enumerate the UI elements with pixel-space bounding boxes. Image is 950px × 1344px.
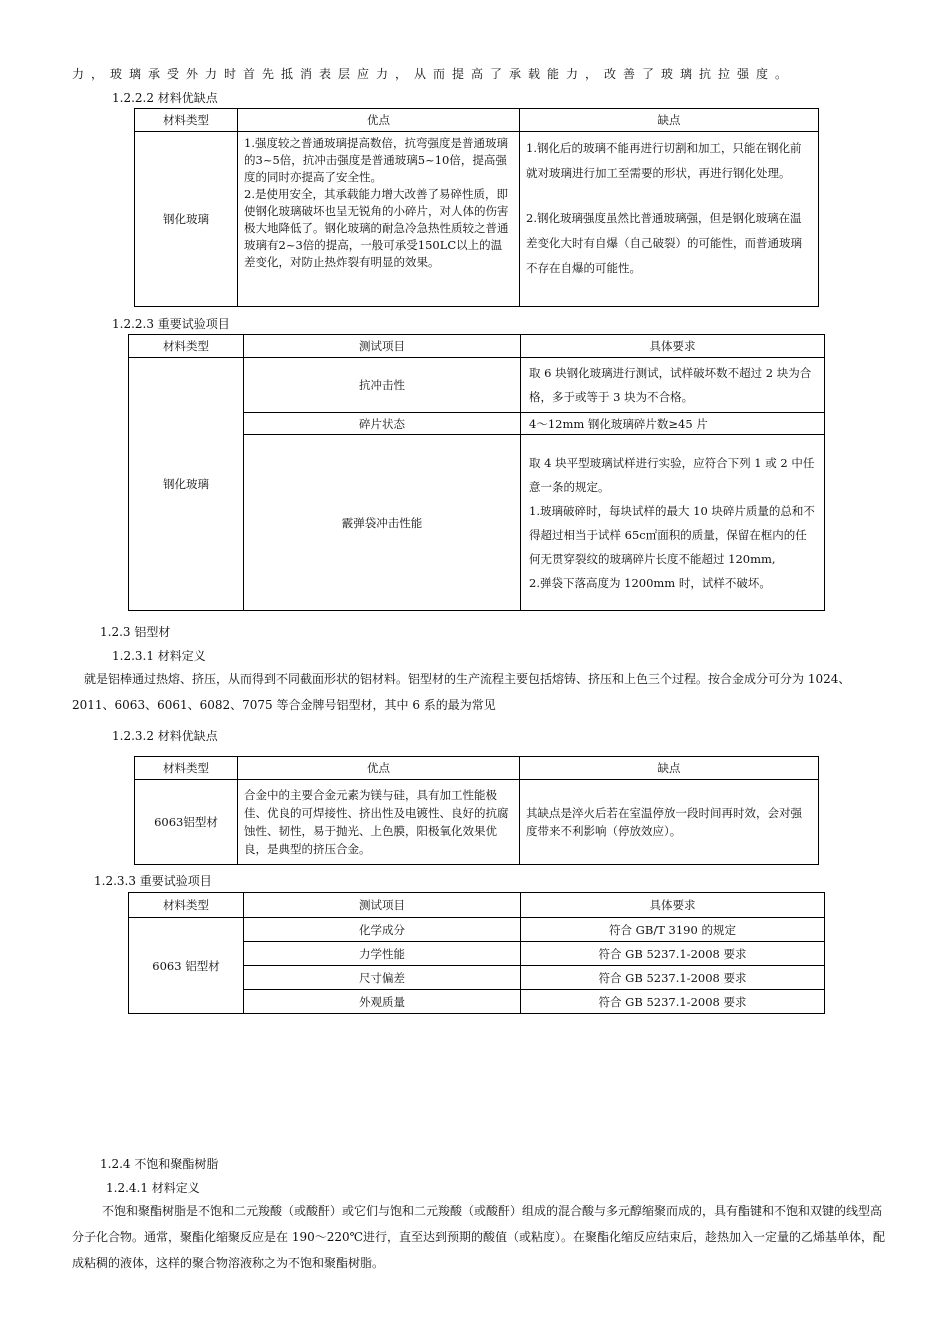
test-item-cell: 抗冲击性 [244, 358, 521, 413]
header-cons: 缺点 [520, 757, 819, 780]
table-row [129, 918, 825, 942]
requirement-cell: 符合 GB 5237.1-2008 要求 [521, 966, 825, 990]
header-test-item: 测试项目 [244, 335, 521, 358]
header-pros: 优点 [238, 757, 520, 780]
header-requirement: 具体要求 [521, 335, 825, 358]
section-heading-1231: 1.2.3.1 材料定义 [112, 649, 206, 663]
section-heading-1233: 1.2.3.3 重要试验项目 [94, 874, 212, 888]
cons-text: 其缺点是淬火后若在室温停放一段时间再时效，会对强度带来不利影响（停放效应）。 [526, 806, 802, 838]
header-cons: 缺点 [520, 109, 819, 132]
table-row [135, 780, 819, 865]
requirement-text: 2.弹袋下落高度为 1200mm 时，试样不破坏。 [529, 575, 771, 590]
test-item-cell: 外观质量 [244, 990, 521, 1014]
test-item-cell: 尺寸偏差 [244, 966, 521, 990]
section-heading-1222: 1.2.2.2 材料优缺点 [112, 91, 218, 105]
pros-item: 1.强度较之普通玻璃提高数倍，抗弯强度是普通玻璃的3~5倍，抗冲击强度是普通玻璃5~10倍，提高强度的同时亦提高了安全性。 [244, 136, 508, 184]
test-item-cell: 霰弹袋冲击性能 [244, 435, 521, 611]
section-heading-124: 1.2.4 不饱和聚酯树脂 [100, 1157, 219, 1171]
header-material-type: 材料类型 [135, 757, 238, 780]
cons-item: 2.钢化玻璃强度虽然比普通玻璃强，但是钢化玻璃在温差变化大时有自爆（自己破裂）的可能性，而普通玻璃不存在自爆的可能性。 [526, 211, 802, 275]
header-material-type: 材料类型 [129, 893, 244, 918]
pros-cell [238, 132, 520, 307]
pros-text: 合金中的主要合金元素为镁与硅，具有加工性能极佳、优良的可焊接性、挤出性及电镀性、良好的抗腐蚀性、韧性，易于抛光、上色膜，阳极氧化效果优良，是典型的挤压合金。 [244, 788, 509, 856]
pros-item: 2.是使用安全，其承载能力增大改善了易碎性质，即使钢化玻璃破坏也呈无锐角的小碎片，对人体的伤害极大地降低了。钢化玻璃的耐急冷急热性质较之普通玻璃有2~3倍的提高，一般可承受150LC以上的温差变化，对防止热炸裂有明显的效果。 [244, 187, 509, 269]
aluminum-pros-cons-table [134, 756, 819, 865]
table-row [135, 132, 819, 307]
requirement-text: 取 4 块平型玻璃试样进行实验，应符合下列 1 或 2 中任意一条的规定。 [529, 455, 815, 494]
test-item-cell: 碎片状态 [244, 413, 521, 435]
header-test-item: 测试项目 [244, 893, 521, 918]
requirement-text: 取 6 块钢化玻璃进行测试，试样破坏数不超过 2 块为合格，多于或等于 3 块为不合格。 [529, 366, 812, 404]
cons-cell [520, 780, 819, 865]
requirement-cell: 符合 GB 5237.1-2008 要求 [521, 942, 825, 966]
section-heading-1232: 1.2.3.2 材料优缺点 [112, 729, 218, 743]
header-material-type: 材料类型 [129, 335, 244, 358]
section-heading-1223: 1.2.2.3 重要试验项目 [112, 317, 230, 331]
aluminum-test-table [128, 892, 825, 1014]
table-header-row [135, 109, 819, 132]
section-heading-123: 1.2.3 铝型材 [100, 625, 171, 639]
requirement-cell [521, 358, 825, 413]
header-material-type: 材料类型 [135, 109, 238, 132]
table-header-row [129, 893, 825, 918]
table-row [129, 358, 825, 413]
material-cell: 钢化玻璃 [129, 358, 244, 611]
aluminum-definition-text: 就是铝棒通过热熔、挤压，从而得到不同截面形状的铝材料。铝型材的生产流程主要包括熔铸、挤压和上色三个过程。按合金成分可分为 1024、2011、6063、6061、6082、7075 等合金牌号铝型材，其中 6 系的最为常见 [72, 672, 851, 712]
requirement-text: 4～12mm 钢化玻璃碎片数≥45 片 [529, 416, 708, 431]
table-header-row [135, 757, 819, 780]
top-text-line: 力，玻璃承受外力时首先抵消表层应力，从而提高了承载能力，改善了玻璃抗拉强度。 [72, 67, 795, 81]
material-cell: 6063 铝型材 [129, 918, 244, 1014]
requirement-text: 1.玻璃破碎时，每块试样的最大 10 块碎片质量的总和不得超过相当于试样 65c㎡面积的质量，保留在框内的任何无贯穿裂纹的玻璃碎片长度不能超过 120mm, [529, 503, 815, 566]
requirement-cell: 符合 GB/T 3190 的规定 [521, 918, 825, 942]
material-cell: 钢化玻璃 [135, 132, 238, 307]
section-heading-1241: 1.2.4.1 材料定义 [106, 1181, 200, 1195]
header-pros: 优点 [238, 109, 520, 132]
requirement-cell [521, 413, 825, 435]
glass-pros-cons-table [134, 108, 819, 307]
cons-item: 1.钢化后的玻璃不能再进行切割和加工，只能在钢化前就对玻璃进行加工至需要的形状，再进行钢化处理。 [526, 141, 802, 180]
requirement-cell [521, 435, 825, 611]
pros-cell [238, 780, 520, 865]
resin-definition-text: 不饱和聚酯树脂是不饱和二元羧酸（或酸酐）或它们与饱和二元羧酸（或酸酐）组成的混合酸与多元醇缩聚而成的，具有酯键和不饱和双键的线型高分子化合物。通常，聚酯化缩聚反应是在 190～220℃进行，直至达到预期的酸值（或粘度）。在聚酯化缩反应结束后，趁热加入一定量的乙烯基单体，配成粘稠的液体，这样的聚合物溶液称之为不饱和聚酯树脂。 [72, 1204, 886, 1270]
requirement-cell: 符合 GB 5237.1-2008 要求 [521, 990, 825, 1014]
test-item-cell: 力学性能 [244, 942, 521, 966]
table-header-row [129, 335, 825, 358]
cons-cell [520, 132, 819, 307]
test-item-cell: 化学成分 [244, 918, 521, 942]
header-requirement: 具体要求 [521, 893, 825, 918]
material-cell: 6063铝型材 [135, 780, 238, 865]
glass-test-table [128, 334, 825, 611]
